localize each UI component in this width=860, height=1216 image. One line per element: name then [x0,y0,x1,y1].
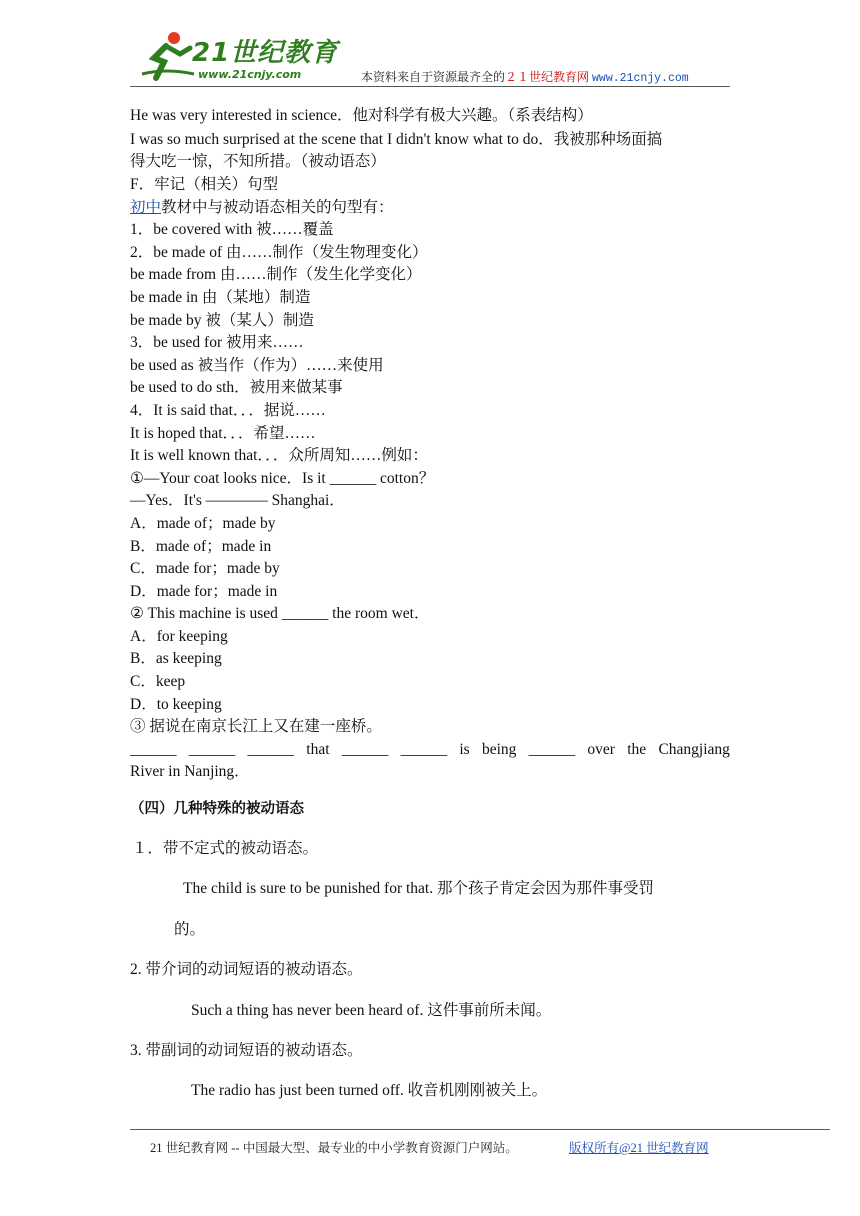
header-url-link[interactable]: www.21cnjy.com [592,72,689,85]
text-line: River in Nanjing． [130,763,250,780]
word: the [627,741,647,758]
word: ______ [130,741,177,758]
text-line: 1．be covered with 被……覆盖 [130,221,334,238]
example-sentence: The radio has just been turned off. 收音机刚刚被关上。 [191,1082,548,1099]
word: ______ [341,741,389,758]
word: is [459,741,470,758]
header-note [361,68,689,85]
footer-text: 21 世纪教育网 -- 中国最大型、最专业的中小学教育资源门户网站。 [150,1141,518,1155]
text-line: be made from 由……制作（发生化学变化） [130,266,422,283]
example-sentence: Such a thing has never been heard of. 这件事前所未闻。 [191,1002,552,1019]
page-footer [150,1138,709,1156]
fill-blank-line [130,740,730,760]
word: that [306,741,330,758]
word: ______ [188,741,236,758]
option-a: A．for keeping [130,628,228,645]
header-divider [130,86,730,87]
text-line: I was so much surprised at the scene that I didn't know what to do．我被那种场面搞 [130,131,663,148]
option-d: D．to keeping [130,696,222,713]
text-line: be made by 被（某人）制造 [130,312,314,329]
question-1: ①—Your coat looks nice．Is it ______ cotton？ [130,470,435,487]
word: being [481,741,517,758]
word: over [587,741,615,758]
section-item: １．带不定式的被动语态。 [132,840,319,857]
text-line: be made in 由（某地）制造 [130,289,311,306]
section-heading: （四）几种特殊的被动语态 [130,801,304,817]
text-line: —Yes．It's ———— Shanghai． [130,492,345,509]
header-note-prefix: 本资料来自于资源最齐全的 [361,70,506,84]
option-b: B．as keeping [130,650,222,667]
junior-high-link[interactable]: 初中 [130,199,162,216]
option-c: C．keep [130,673,186,690]
option-b: B．made of；made in [130,538,272,555]
word: ______ [247,741,295,758]
text-line: It is hoped that．．．希望…… [130,425,316,442]
text-line: F．牢记（相关）句型 [130,176,279,193]
footer-divider [130,1129,830,1130]
question-3: ③ 据说在南京长江上又在建一座桥。 [130,718,382,735]
word: Changjiang [658,741,730,758]
site-logo [136,28,356,84]
runner-icon [136,28,196,84]
logo-url: www.21cnjy.com [198,68,302,81]
option-d: D．made for；made in [130,583,278,600]
text-line: 得大吃一惊，不知所措。（被动语态） [130,153,386,170]
text-line [130,198,394,218]
word: ______ [400,741,448,758]
word: ______ [528,741,576,758]
example-sentence-cont: 的。 [174,921,206,938]
option-a: A．made of；made by [130,515,276,532]
text-fragment: 教材中与被动语态相关的句型有： [161,199,394,216]
header-site-link[interactable]: ２１世纪教育网 [505,70,590,84]
option-c: C．made for；made by [130,560,280,577]
text-line: be used to do sth．被用来做某事 [130,379,343,396]
text-line: 4．It is said that．．．据说…… [130,402,326,419]
logo-title: 21世纪教育 [192,38,339,68]
text-line: be used as 被当作（作为）……来使用 [130,357,384,374]
example-sentence: The child is sure to be punished for that. 那个孩子肯定会因为那件事受罚 [183,880,654,897]
question-2: ② This machine is used ______ the room wet． [130,605,430,622]
text-line: 2．be made of 由……制作（发生物理变化） [130,244,428,261]
text-line: It is well known that．．．众所周知……例如： [130,447,428,464]
page-header [130,22,730,86]
copyright-link[interactable]: 版权所有@21 世纪教育网 [569,1141,709,1155]
text-line: 3．be used for 被用来…… [130,334,304,351]
section-item: 2. 带介词的动词短语的被动语态。 [130,961,363,978]
text-line: He was very interested in science．他对科学有极大兴趣。（系表结构） [130,107,593,124]
section-item: 3. 带副词的动词短语的被动语态。 [130,1042,363,1059]
